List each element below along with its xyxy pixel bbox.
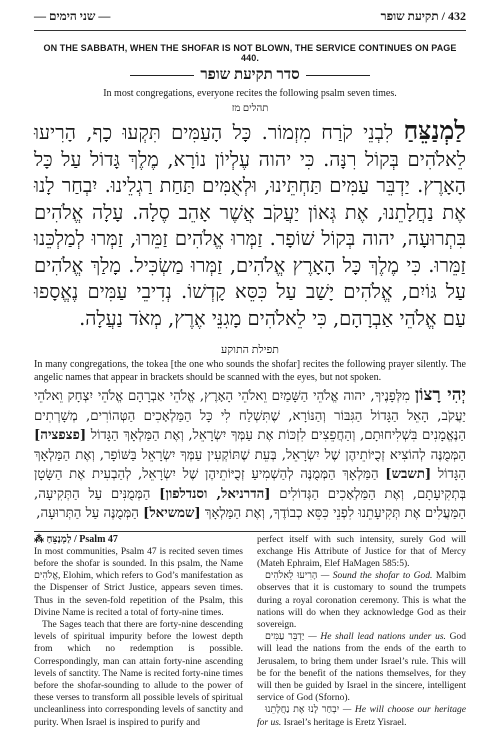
commentary-paragraph	[257, 631, 466, 704]
commentary-heading-english: Psalm 47	[79, 533, 118, 545]
psalm-text	[34, 118, 466, 332]
congregation-note: In most congregations, everyone recites the following psalm seven times.	[103, 88, 397, 99]
psalm-body: לִבְנֵי קֹרַח מִזְמוֹר. כָּל הָעַמִּים תִּקְעוּ כָף, הָרִיעוּ לֵאלֹהִים בְּקוֹל רִנָּה. כִּי יהוה עֶלְיוֹן נוֹרָא, מֶלֶךְ גָּדוֹל עַל כָּל הָאָרֶץ. יַדְבֵּר עַמִּים תַּחְתֵּינוּ, וּלְאֻמִּים תַּחַת רַגְלֵינוּ. יִבְחַר לָנוּ אֶת נַחֲלָתֵנוּ, אֶת גְּאוֹן יַעֲקֹב אֲשֶׁר אָהֵב סֶלָה. עָלָה אֱלֹהִים בִּתְרוּעָה, יהוה בְּקוֹל שׁוֹפָר. זַמְּרוּ אֱלֹהִים זַמֵּרוּ, זַמְּרוּ לְמַלְכֵּנוּ זַמֵּרוּ. כִּי מֶלֶךְ כָּל הָאָרֶץ אֱלֹהִים, זַמְּרוּ מַשְׂכִּיל. מָלַךְ אֱלֹהִים עַל גּוֹיִם, אֱלֹהִים יָשַׁב עַל כִּסֵּא קָדְשׁוֹ. נְדִיבֵי עַמִּים נֶאֱסָפוּ עַם אֱלֹהֵי אַבְרָהָם, כִּי לֵאלֹהִים מָגִנֵּי אֶרֶץ, מְאֹד נַעֲלָה.	[34, 121, 466, 330]
angel-name-2: [תשבש]	[385, 467, 432, 482]
commentary-paragraph	[34, 546, 243, 619]
title-bar-right	[306, 75, 370, 76]
header-rule	[34, 30, 466, 31]
commentary-text: , Elohim, which refers to God’s manifestation as the Dispenser of Strict Justice, appears seven times. Thus in the seven-fold repetition of the Psalm, this Divine Name is recited a total of forty-nine times.	[34, 571, 243, 618]
lemma-english: — Sound the shofar to God.	[317, 571, 433, 582]
commentary-text: God will lead the nations from the ends of the earth to Jerusalem, to bring them under Israel’s rule. This will be for the benefit of the nations themselves, for they will then be guided by Israel in the sincere, intelligent service of God (Sforno).	[257, 632, 466, 704]
section-title-text: סדר תקיעת שופר	[200, 67, 300, 83]
commentary-paragraph	[257, 570, 466, 631]
psalm-lead-word: לַמְנַצֵּחַ	[403, 116, 466, 145]
page-header	[34, 0, 466, 24]
commentary-text: In most communities, Psalm 47 is recited seven times before the shofar is sounded. In this psalm, the Name	[34, 546, 243, 569]
sabbath-note: ON THE SABBATH, WHEN THE SHOFAR IS NOT BLOWN, THE SERVICE CONTINUES ON PAGE 440.	[43, 43, 457, 63]
angel-name-4: [שמשיאל]	[143, 506, 201, 521]
angel-name-3: [הדרניאל, וסנדלפון]	[159, 486, 271, 502]
tokea-instruction: In many congregations, the tokea [the one who sounds the shofar] recites the following prayer silently. The angelic names that appear in brackets should be scanned with the eyes, but not spoken.	[34, 359, 466, 383]
tokea-part4: הַמְּמֻנִּים עַל הַתְּקִיעָה, הַמַּעֲלִים אֶת תְּקִיעָתֵנוּ לִפְנֵי כִּסֵּא כְבוֹדֶךָ, וְאֶת הַמַּלְאָךְ	[34, 486, 466, 521]
tokea-part3: הַמַּלְאָךְ הַמְּמֻנֶּה לְהַשְׁמִיעַ זְכֻיּוֹתֵיהֶן שֶׁל יִשְׂרָאֵל, לְהַבְעִית אֶת הַשָּׂטָן בְּתְקִיעָתָם, וְאֶת הַמַּלְאָכִים הַגְּדוֹלִים	[34, 467, 467, 502]
lemma-hebrew: הָרִיעוּ לֵאלֹהִים	[265, 571, 318, 582]
section-title	[34, 67, 466, 84]
commentary-column-right	[257, 534, 466, 729]
lemma-english: — He will choose our heritage for us.	[257, 705, 466, 728]
psalm-label: תהלים מז	[231, 103, 269, 114]
commentary-paragraph: The Sages teach that there are forty-nine descending levels of spiritual impurity before the lowest depth from which no redemption is possible. Correspondingly, man can attain forty-nine ascending levels of sanctity. The Name is recited forty-nine times before the shofar-sounding to allude to the power of these verses to transform all possible levels of spiritual uncleanliness into corresponding levels of sanctity and purity. When Israel is inspired to purify and	[34, 619, 243, 728]
commentary-heading-hebrew: לַמְנַצֵּחַ	[46, 533, 72, 545]
tokea-lead-words: יְהִי רָצוֹן	[414, 385, 466, 405]
tokea-title: תפילת התוקע	[221, 344, 279, 356]
angel-name-1: [פצפציה]	[34, 428, 87, 443]
tokea-part1: מִלְּפָנֶיךָ, יהוה אֱלֹהֵי הַשָּׁמַיִם וֵאלֹהֵי הָאָרֶץ, אֱלֹהֵי אַבְרָהָם אֱלֹהֵי יִצְחָק וֵאלֹהֵי יַעֲקֹב, הָאֵל הַגָּדוֹל הַגִּבּוֹר וְהַנּוֹרָא, שֶׁתִּשְׁלַח לִי כָּל הַמַּלְאָכִים הַטְּהוֹרִים, מְשָׁרְתִים הַנֶּאֱמָנִים בִּשְׁלִיחוּתָם, וְהַחֲפֵצִים לִזְכּוֹת אֶת עַמְּךָ יִשְׂרָאֵל, וְאֶת הַמַּלְאָךְ הַגָּדוֹל	[34, 389, 466, 443]
commentary-text: Israel’s heritage is Eretz Yisrael.	[281, 717, 407, 728]
page-label: 432 / תקיעת שופר	[380, 9, 466, 23]
commentary-text: Malbim observes that it is customary to sound the trumpets during a royal coronation ceremony. This is what the nations will do when they acknowledge God as their sovereign.	[257, 571, 466, 630]
ornament-icon: ⁂	[34, 533, 47, 545]
title-bar-left	[130, 75, 194, 76]
running-title: — שני הימים —	[34, 9, 111, 23]
lemma-english: — He shall lead nations under us.	[304, 632, 446, 643]
commentary-heading: ⁂ לַמְנַצֵּחַ / Psalm 47	[34, 533, 118, 545]
tokea-part5: הַמְּמֻנֶּה עַל הַתְּרוּעָה,	[36, 506, 144, 521]
commentary	[34, 534, 466, 729]
lemma-hebrew: יַדְבֵּר עַמִּים	[265, 632, 305, 643]
tokea-prayer	[34, 386, 466, 524]
commentary-divider	[34, 531, 466, 532]
lemma-hebrew: יִבְחַר לָנוּ אֶת נַחֲלָתֵנוּ	[265, 705, 340, 716]
commentary-paragraph	[257, 704, 466, 728]
commentary-column-left	[34, 534, 243, 729]
tokea-part2: הַמְּמֻנֶּה לְהוֹצִיא זְכֻיּוֹתֵיהֶן שֶׁל יִשְׂרָאֵל, בְּעֵת שֶׁתּוֹקְעִין עַמְּךָ יִשְׂרָאֵל בַּשּׁוֹפָר, וְאֶת הַמַּלְאָךְ הַגָּדוֹל	[34, 447, 466, 482]
commentary-paragraph: perfect itself with such intensity, surely God will exchange His Attribute of Justice for that of Mercy (Mateh Ephraim, Elef HaMagen 585:5).	[257, 534, 466, 569]
divine-name: אֱלֹהִים	[34, 571, 59, 582]
